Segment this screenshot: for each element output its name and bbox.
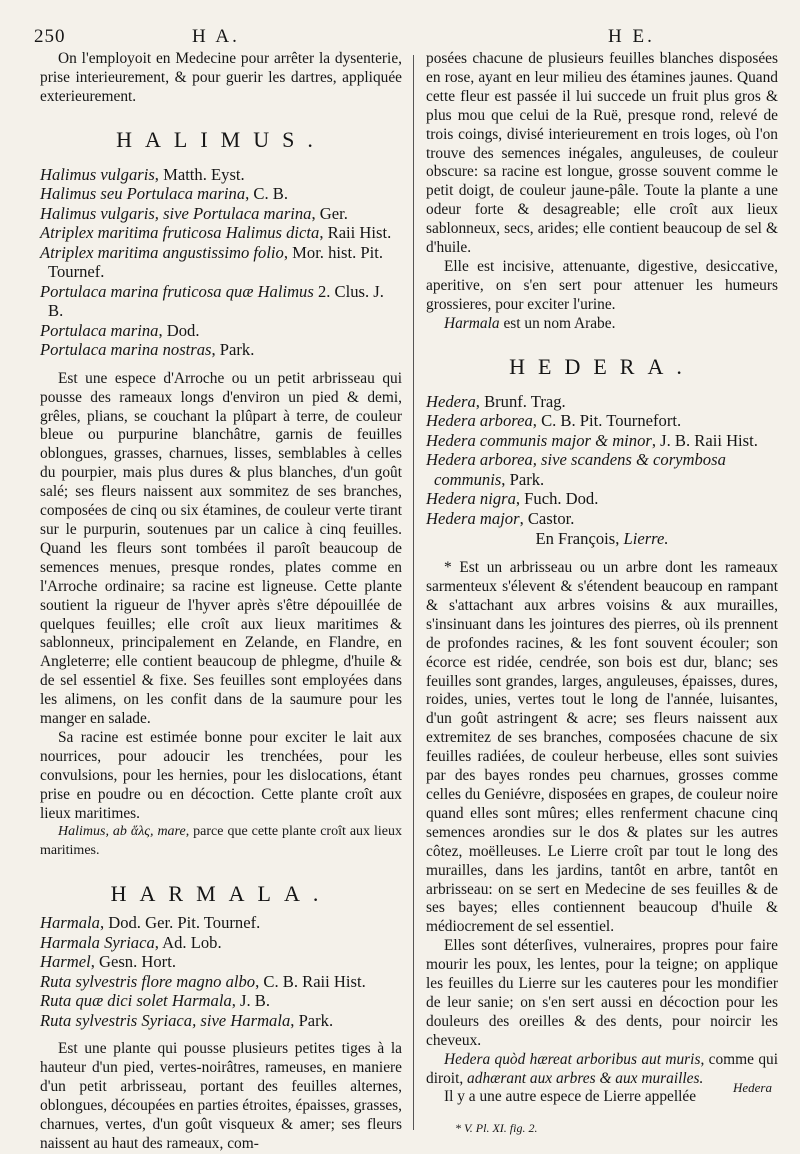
hedera-synonyms bbox=[426, 392, 778, 529]
intro-paragraph: On l'employoit en Medecine pour arrêter la dysenterie, prise interieurement, & pour guerir les dartres, appliquée exterieurement. bbox=[40, 50, 402, 105]
synonym-item: Portulaca marina fruticosa quæ Halimus 2. Clus. J. B. bbox=[40, 281, 384, 321]
synonym-item: Hedera arborea, sive scandens & corymbosa communis, Park. bbox=[426, 450, 726, 489]
hedera-etymology: Hedera quòd hæreat arboribus aut muris, comme qui diroit, adhærant aux arbres & aux murailles. bbox=[426, 1050, 778, 1087]
halimus-description: Est une espece d'Arroche ou un petit arbrisseau qui pousse des rameaux longs d'environ un pied & demi, grêles, plians, se couchant la plûpart à terre, de couleur bleue ou purpurine blanchâtre, garnis de feuilles oblongues, grasses, charnues, lisses, semblables à celles du pourpier, mais plus dures & plus blanches, d'un goût salé; ses fleurs naissent aux sommitez de ses branches, composées de cinq ou six étamines, de couleur verte tirant sur le purpurin, soutenues par un calice à cinq feuilles. Quand les fleurs sont tombées il paroît beaucoup de semences menues, presque rondes, plates comme en l'Arroche ordinaire; sa racine est ligneuse. Cette plante soutient la rigueur de l'hyver après s'être dépouillée de quelques feuilles; elle croît aux lieux maritimes & sablonneux, principalement en Zelande, en Flandre, en Angleterre; elle contient beaucoup de phlegme, d'huile & de sel essentiel & fixe. Ses feuilles sont employées dans les alimens, on les confit dans de la saumure pour les manger en salade. bbox=[40, 369, 402, 728]
synonym-item: Halimus vulgaris, sive Portulaca marina, Ger. bbox=[40, 203, 348, 223]
synonym-item: Halimus seu Portulaca marina, C. B. bbox=[40, 184, 289, 204]
synonym-item: Ruta sylvestris Syriaca, sive Harmala, Park. bbox=[40, 1010, 334, 1030]
entry-title-hedera: HEDERA. bbox=[509, 353, 695, 379]
harmala-description: Est une plante qui pousse plusieurs petites tiges à la hauteur d'un pied, vertes-noirâtres, rameuses, en maniere d'un petit arbrisseau, portant des feuilles alternes, oblongues, découpées en parties étroites, épaisses, grasses, charnues, vertes, d'un goût visqueux & amer; ses fleurs naissent au haut des rameaux, com- bbox=[40, 1040, 402, 1152]
entry-title-harmala: HARMALA. bbox=[110, 881, 332, 907]
harmala-arabe-note: Harmala est un nom Arabe. bbox=[444, 314, 616, 332]
synonym-item: Portulaca marina, Dod. bbox=[40, 320, 200, 340]
synonym-item: Ruta quæ dici solet Harmala, J. B. bbox=[40, 991, 271, 1011]
synonym-item: Hedera nigra, Fuch. Dod. bbox=[426, 489, 599, 509]
running-head-right: H E. bbox=[608, 26, 655, 47]
footnote: * V. Pl. XI. fig. 2. bbox=[455, 1121, 538, 1135]
halimus-synonyms bbox=[40, 165, 402, 360]
column-divider bbox=[413, 55, 414, 1130]
right-column bbox=[426, 50, 778, 1107]
harmala-uses: Elle est incisive, attenuante, digestive, desiccative, aperitive, on s'en sert pour attenuer les humeurs grossieres, pour exciter l'urine. bbox=[426, 257, 778, 313]
hedera-other-species: Il y a une autre espece de Lierre appellée bbox=[444, 1088, 697, 1106]
french-name: En François, Lierre. bbox=[535, 529, 669, 549]
left-column bbox=[40, 50, 402, 1154]
harmala-continuation: posées chacune de plusieurs feuilles blanches disposées en rose, ayant en leur milieu des étamines jaunes. Quand cette fleur est passée il lui succede un fruit plus gros & plus mou que celui de la Ruë, presque rond, relevé de trois coings, divisé interieurement en trois loges, où l'on trouve des semences inégales, anguleuses, de couleur obscure: sa racine est longue, grosse souvent comme le petit doigt, de couleur jaune-pâle. Toute la plante a une odeur forte & desagreable; elle croît aux lieux sablonneux, secs, arides; elle contient beaucoup de sel & d'huile. bbox=[426, 50, 778, 257]
synonym-item: Harmala, Dod. Ger. Pit. Tournef. bbox=[40, 913, 261, 933]
harmala-synonyms bbox=[40, 913, 402, 1030]
catchword: Hedera bbox=[733, 1080, 772, 1095]
entry-title-halimus: HALIMUS. bbox=[116, 126, 326, 152]
synonym-item: Ruta sylvestris flore magno albo, C. B. Raii Hist. bbox=[40, 971, 366, 991]
synonym-item: Hedera major, Castor. bbox=[426, 508, 575, 528]
hedera-uses: Elles sont déterſives, vulneraires, propres pour faire mourir les poux, les lentes, pour la teigne; on applique les feuilles du Lierre sur les cauteres pour les mondifier de leur sanie; on s'en sert aussi en décoction pour les douleurs des oreilles & des dents, pour noircir les cheveux. bbox=[426, 937, 778, 1049]
halimus-etymology: Halimus, ab ἅλς, mare, parce que cette plante croît aux lieux maritimes. bbox=[40, 824, 402, 859]
synonym-item: Harmel, Gesn. Hort. bbox=[40, 952, 176, 972]
synonym-item: Atriplex maritima fruticosa Halimus dicta, Raii Hist. bbox=[40, 223, 392, 243]
halimus-uses: Sa racine est estimée bonne pour exciter le lait aux nourrices, pour adoucir les trenchées, pour les convulsions, pour les hernies, pour les dislocations, étant prise en poudre ou en décoction. Cette plante croît aux lieux maritimes. bbox=[40, 728, 402, 822]
hedera-description: * Est un arbrisseau ou un arbre dont les rameaux sarmenteux s'élevent & s'étendent beaucoup en rampant & s'attachant aux arbres voisins & aux murailles, s'insinuant dans les jointures des pierres, où ils prennent de profondes racines, & les font souvent écouler; son écorce est ridée, cendrée, son bois est dur, blanc; ses feuilles sont grandes, larges, anguleuses, épaisses, dures, roides, unies, vertes tout le long de l'année, luisantes, d'un goût astringent & acre; ses fleurs naissent aux extremitez de ses branches, composées chacune de six feuilles radiées, de couleur herbeuse, elles sont suivies par des bayes rondes peu charnues, grosses comme celles du Geniévre, disposées en grapes, de couleur noire quand elles sont mûres; elles renferment chacune cinq semences arondies sur le dos & plates sur les autres côtez, moëlleuses. Le Lierre croît par tout le long des murailles, dans les jardins, tantôt en arbre, tantôt en arbrisseau: on se sert en Medecine de ses feuilles & de ses bayes; elles contiennent beaucoup d'huile & médiocrement de sel essentiel. bbox=[426, 559, 778, 936]
page-number: 250 bbox=[34, 26, 66, 47]
synonym-item: Hedera arborea, C. B. Pit. Tournefort. bbox=[426, 411, 682, 431]
synonym-item: Portulaca marina nostras, Park. bbox=[40, 340, 255, 360]
synonym-item: Hedera, Brunf. Trag. bbox=[426, 391, 566, 411]
synonym-item: Hedera communis major & minor, J. B. Raii Hist. bbox=[426, 430, 758, 450]
running-head-left: H A. bbox=[192, 26, 240, 47]
synonym-item: Harmala Syriaca, Ad. Lob. bbox=[40, 932, 222, 952]
synonym-item: Halimus vulgaris, Matth. Eyst. bbox=[40, 164, 245, 184]
synonym-item: Atriplex maritima angustissimo folio, Mor. hist. Pit. Tournef. bbox=[40, 242, 383, 282]
